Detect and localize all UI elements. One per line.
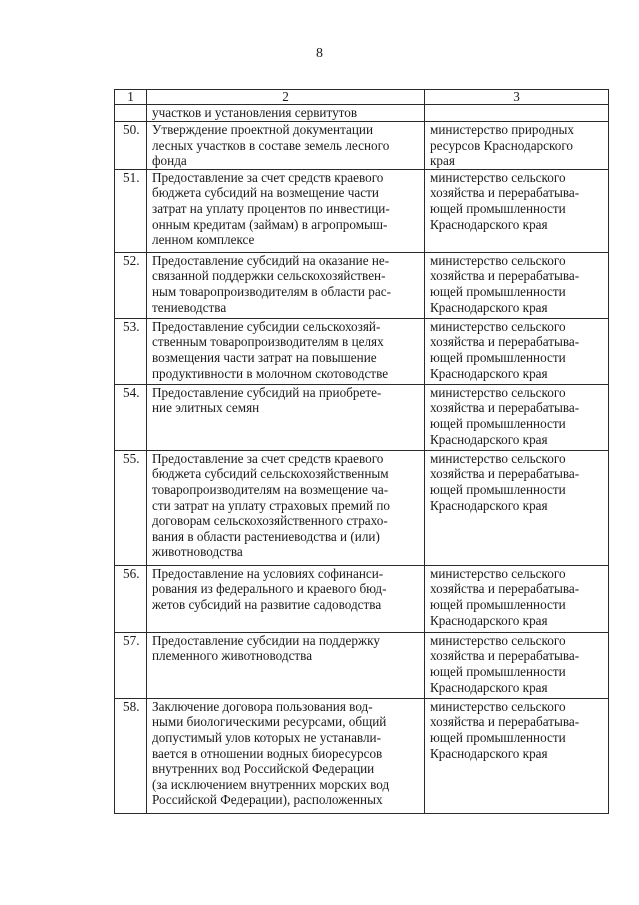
page-number: 8 xyxy=(316,46,323,61)
authority-cell xyxy=(425,450,609,565)
service-cell xyxy=(147,122,425,170)
row-number: 54. xyxy=(115,384,147,450)
service-cell xyxy=(147,698,425,813)
service-cell xyxy=(147,565,425,632)
continuation-text: участков и установления сервитутов xyxy=(152,105,358,120)
authority-text: министерство сельского хозяйства и перерабатыва- ющей промышленности Краснодарского края xyxy=(430,252,580,315)
continuation-num-cell xyxy=(115,105,147,122)
row-number: 57. xyxy=(115,632,147,698)
service-text: Предоставление на условиях софинанси- рования из федерального и краевого бюд- жетов субсидий на развитие садоводства xyxy=(152,565,387,612)
service-cell xyxy=(147,450,425,565)
authority-cell xyxy=(425,122,609,170)
table-row xyxy=(115,384,609,450)
authority-cell xyxy=(425,252,609,318)
table-row xyxy=(115,698,609,813)
authority-text: министерство сельского хозяйства и перерабатыва- ющей промышленности Краснодарского края xyxy=(430,450,580,513)
authority-cell xyxy=(425,318,609,384)
table-row xyxy=(115,450,609,565)
service-text: Предоставление субсидии на поддержку племенного животноводства xyxy=(152,632,380,664)
row-number: 56. xyxy=(115,565,147,632)
service-text: Предоставление субсидий на оказание не- связанной поддержки сельскохозяйствен- ным товаропроизводителям в области рас- тениеводства xyxy=(152,252,391,315)
service-text: Предоставление за счет средств краевого бюджета субсидий на возмещение части затрат на уплату процентов по инвестици- онным кредитам (займам) в агропромыш- ленном комплексе xyxy=(152,169,390,248)
table-row xyxy=(115,632,609,698)
service-cell xyxy=(147,252,425,318)
column-header-3: 3 xyxy=(425,90,609,105)
row-number: 55. xyxy=(115,450,147,565)
authority-text: министерство природных ресурсов Краснодарского края xyxy=(430,122,574,169)
table-row xyxy=(115,122,609,170)
service-text: Утверждение проектной документации лесных участков в составе земель лесного фонда xyxy=(152,122,390,169)
authority-cell xyxy=(425,698,609,813)
row-number: 53. xyxy=(115,318,147,384)
service-cell xyxy=(147,632,425,698)
table-row xyxy=(115,169,609,252)
service-text: Заключение договора пользования вод- ными биологическими ресурсами, общий допустимый улов которых не устанавли- вается в отношении водных биоресурсов внутренних вод Российской Федерации (за исключением внутренних морских вод Российской Федерации), расположенных xyxy=(152,698,390,808)
authority-cell xyxy=(425,565,609,632)
authority-text: министерство сельского хозяйства и перерабатыва- ющей промышленности Краснодарского края xyxy=(430,384,580,447)
authority-cell xyxy=(425,632,609,698)
table-row xyxy=(115,565,609,632)
authority-text: министерство сельского хозяйства и перерабатыва- ющей промышленности Краснодарского края xyxy=(430,318,580,381)
service-text: Предоставление за счет средств краевого бюджета субсидий сельскохозяйственным товаропроизводителям на возмещение ча- сти затрат на уплату страховых премий по договорам сельскохозяйственного страхо- вания в области растениеводства и (или) животноводства xyxy=(152,450,391,560)
authority-text: министерство сельского хозяйства и перерабатыва- ющей промышленности Краснодарского края xyxy=(430,698,580,761)
service-cell xyxy=(147,384,425,450)
table-header-row xyxy=(115,90,609,105)
row-number: 58. xyxy=(115,698,147,813)
continuation-row xyxy=(115,105,609,122)
continuation-authority-cell xyxy=(425,105,609,122)
row-number: 52. xyxy=(115,252,147,318)
services-table xyxy=(114,89,609,814)
authority-cell xyxy=(425,384,609,450)
service-text: Предоставление субсидии сельскохозяй- ственным товаропроизводителям в целях возмещения части затрат на повышение продуктивности в молочном скотоводстве xyxy=(152,318,389,381)
table-row xyxy=(115,318,609,384)
service-text: Предоставление субсидий на приобрете- ние элитных семян xyxy=(152,384,382,416)
service-cell xyxy=(147,318,425,384)
column-header-2: 2 xyxy=(147,90,425,105)
table-row xyxy=(115,252,609,318)
authority-text: министерство сельского хозяйства и перерабатыва- ющей промышленности Краснодарского края xyxy=(430,565,580,628)
service-cell xyxy=(147,169,425,252)
authority-text: министерство сельского хозяйства и перерабатыва- ющей промышленности Краснодарского края xyxy=(430,632,580,695)
authority-text: министерство сельского хозяйства и перерабатыва- ющей промышленности Краснодарского края xyxy=(430,169,580,232)
column-header-1: 1 xyxy=(115,90,147,105)
continuation-service-cell xyxy=(147,105,425,122)
row-number: 50. xyxy=(115,122,147,170)
row-number: 51. xyxy=(115,169,147,252)
authority-cell xyxy=(425,169,609,252)
